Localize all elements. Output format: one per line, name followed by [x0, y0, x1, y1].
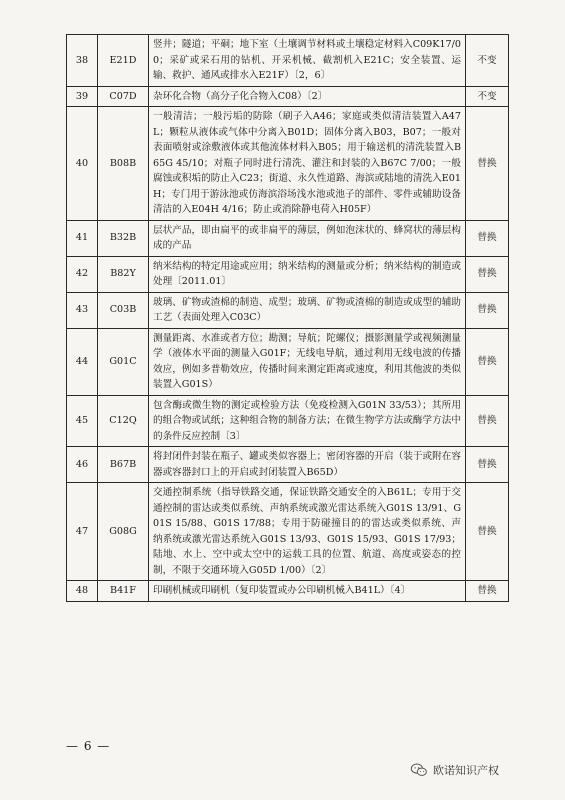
watermark: [410, 762, 499, 778]
row-description: 测量距离、水准或者方位；勘测；导航；陀螺仪；摄影测量学或视频测量学（液体水平面的测量入G01F；无线电导航，通过利用无线电波的传播效应，例如多普勒效应，传播时间来测定距离或速度，利用其他波的类似装置入G01S）: [149, 328, 466, 395]
table-row: [67, 292, 509, 328]
row-action: 替换: [466, 447, 509, 483]
table-row: [67, 35, 509, 87]
row-number: 40: [67, 107, 98, 221]
ipc-code: G01C: [98, 328, 149, 395]
row-action: 不变: [466, 86, 509, 107]
table-row: [67, 328, 509, 395]
watermark-text: 欧诺知识产权: [433, 764, 499, 777]
row-number: 48: [67, 581, 98, 602]
row-number: 47: [67, 483, 98, 581]
row-action: 替换: [466, 328, 509, 395]
table-row: [67, 483, 509, 581]
ipc-code: C12Q: [98, 395, 149, 447]
row-action: 替换: [466, 581, 509, 602]
table-body: [67, 35, 509, 602]
wechat-icon: [410, 763, 428, 777]
row-description: 层状产品，即由扁平的或非扁平的薄层，例如泡沫状的、蜂窝状的薄层构成的产品: [149, 220, 466, 256]
table-row: [67, 86, 509, 107]
row-description: 杂环化合物（高分子化合物入C08）〔2〕: [149, 86, 466, 107]
row-number: 39: [67, 86, 98, 107]
row-action: 不变: [466, 35, 509, 87]
row-description: 交通控制系统（指导铁路交通，保证铁路交通安全的入B61L；专用于交通控制的雷达或类似系统、声纳系统或激光雷达系统入G01S 13/91、G01S 15/88、G01S 17/88；专用于防碰撞目的的雷达或类似系统、声纳系统或激光雷达系统入G01S 13/93、G01S 15/93、G01S 17/93；陆地、水上、空中或太空中的运载工具的位置、航道、高度或姿态的控制，不限于交通环境入G05D 1/00）〔2〕: [149, 483, 466, 581]
row-number: 41: [67, 220, 98, 256]
ipc-code: G08G: [98, 483, 149, 581]
ipc-code: C07D: [98, 86, 149, 107]
table-row: [67, 581, 509, 602]
row-description: 纳米结构的特定用途或应用；纳米结构的测量或分析；纳米结构的制造或处理〔2011.01〕: [149, 256, 466, 292]
row-description: 包含酶或微生物的测定或检验方法（免疫检测入G01N 33/53）；其所用的组合物或试纸；这种组合物的制备方法；在微生物学方法或酶学方法中的条件反应控制〔3〕: [149, 395, 466, 447]
row-action: 替换: [466, 256, 509, 292]
row-number: 45: [67, 395, 98, 447]
row-action: 替换: [466, 395, 509, 447]
row-description: 玻璃、矿物或渣棉的制造、成型；玻璃、矿物或渣棉的制造或成型的辅助工艺（表面处理入C03C）: [149, 292, 466, 328]
row-action: 替换: [466, 483, 509, 581]
table-row: [67, 220, 509, 256]
ipc-code: B67B: [98, 447, 149, 483]
row-action: 替换: [466, 292, 509, 328]
ipc-code: B32B: [98, 220, 149, 256]
ipc-code: C03B: [98, 292, 149, 328]
table-row: [67, 447, 509, 483]
ipc-code: B41F: [98, 581, 149, 602]
table-row: [67, 107, 509, 221]
row-number: 43: [67, 292, 98, 328]
ipc-code: E21D: [98, 35, 149, 87]
row-description: 一般清洁；一般污垢的防除（刷子入A46；家庭或类似清洁装置入A47L；颗粒从液体或气体中分离入B01D；固体分离入B03，B07；一般对表面喷射或涂敷液体或其他流体材料入B05；用于输送机的清洗装置入B65G 45/10；对瓶子同时进行清洗、灌注和封装的入B67C 7/00；一般腐蚀或积垢的防止入C23；街道、永久性道路、海滨或陆地的清洗入E01H；专门用于游泳池或仿海滨浴场浅水池或池子的部件、零件或辅助设备清洁的入E04H 4/16；防止或消除静电荷入H05F）: [149, 107, 466, 221]
row-action: 替换: [466, 107, 509, 221]
row-number: 44: [67, 328, 98, 395]
row-description: 竖井；隧道；平硐；地下室（土壤调节材料或土壤稳定材料入C09K17/00；采矿或采石用的钻机、开采机械、截割机入E21C；安全装置、运输、救护、通风或排水入E21F）〔2，6〕: [149, 35, 466, 87]
row-number: 38: [67, 35, 98, 87]
row-description: 将封闭件封装在瓶子、罐或类似容器上；密闭容器的开启（装于或附在容器或容器封口上的开启或封闭装置入B65D）: [149, 447, 466, 483]
ipc-code: B08B: [98, 107, 149, 221]
row-number: 46: [67, 447, 98, 483]
table-row: [67, 256, 509, 292]
table-row: [67, 395, 509, 447]
classification-table: [66, 34, 509, 602]
row-number: 42: [67, 256, 98, 292]
row-action: 替换: [466, 220, 509, 256]
ipc-code: B82Y: [98, 256, 149, 292]
page-number: — 6 —: [66, 739, 111, 753]
row-description: 印刷机械或印刷机（复印装置或办公印刷机械入B41L）〔4〕: [149, 581, 466, 602]
